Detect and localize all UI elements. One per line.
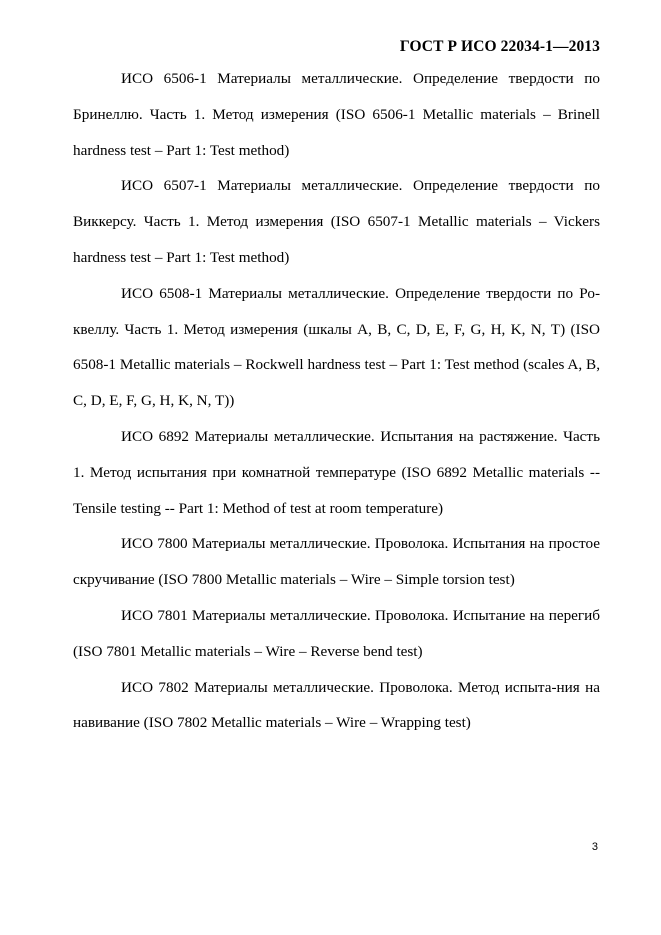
- reference-iso-7801: ИСО 7801 Материалы металлические. Проволока. Испытание на перегиб (ISO 7801 Metallic materials – Wire – Reverse bend test): [73, 606, 600, 660]
- standard-code-header: ГОСТ Р ИСО 22034-1—2013: [399, 38, 600, 55]
- reference-iso-6892: ИСО 6892 Материалы металлические. Испытания на растяжение. Часть 1. Метод испытания при комнатной температуре (ISO 6892 Metallic materials -- Tensile testing -- Part 1: Method of test at room temperature): [73, 427, 600, 517]
- reference-iso-7800: ИСО 7800 Материалы металлические. Проволока. Испытания на простое скручивание (ISO 7800 Metallic materials – Wire – Simple torsion test): [73, 535, 600, 589]
- reference-iso-7802: ИСО 7802 Материалы металлические. Проволока. Метод испыта-ния на навивание (ISO 7802 Metallic materials – Wire – Wrapping test): [73, 678, 600, 732]
- reference-iso-6506-1: ИСО 6506-1 Материалы металлические. Определение твердости по Бринеллю. Часть 1. Метод измерения (ISO 6506-1 Metallic materials – Brinell hardness test – Part 1: Test method): [73, 70, 600, 159]
- normative-references-list: [73, 61, 600, 741]
- reference-iso-6508-1: ИСО 6508-1 Материалы металлические. Определение твердости по Роквеллу. Часть 1. Метод измерения (шкалы А, В, С, D, Е, F, G, Н, K, N, Т) (ISO 6508-1 Metallic materials – Rockwell hardness test – Part 1: Test method (scales A, B, C, D, E, F, G, H, K, N, T)): [73, 284, 600, 410]
- page-number: 3: [591, 841, 598, 853]
- reference-iso-6507-1: ИСО 6507-1 Материалы металлические. Определение твердости по Виккерсу. Часть 1. Метод измерения (ISO 6507-1 Metallic materials – Vickers hardness test – Part 1: Test method): [73, 177, 600, 266]
